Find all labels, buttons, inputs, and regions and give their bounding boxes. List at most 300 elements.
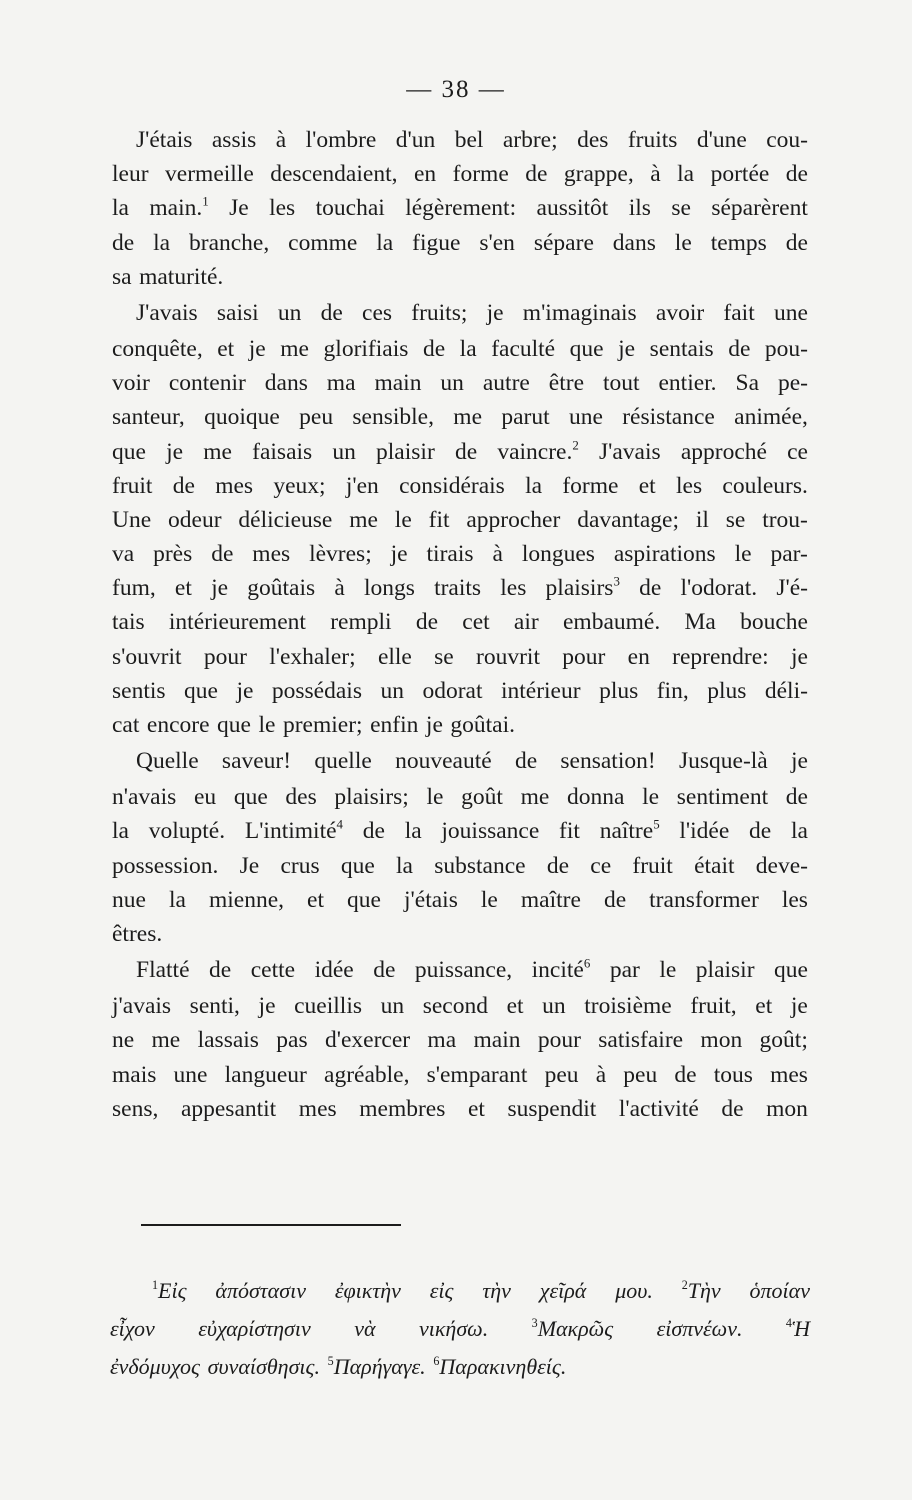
word: et [467, 1095, 485, 1122]
word: aussitôt [536, 195, 609, 222]
word: J'étais [136, 127, 193, 153]
word: embaumé. [562, 609, 661, 636]
word: εἶχον [110, 1316, 155, 1341]
word: autre [482, 370, 530, 397]
word: sentis [112, 677, 166, 704]
word: mon [700, 1027, 743, 1054]
word: odorat [422, 677, 483, 704]
word: s'emparant [426, 1061, 528, 1088]
word: arbre; [502, 127, 558, 153]
word: pour [203, 643, 247, 670]
word: fait [723, 299, 755, 326]
footnote-mark: 4 [336, 816, 343, 832]
word: fruit [112, 472, 153, 499]
word: la [525, 472, 543, 499]
word: encore [146, 712, 210, 738]
word: main [374, 370, 422, 397]
word: que [217, 712, 251, 738]
word: plaisir [695, 957, 755, 984]
word: en [627, 643, 650, 670]
text-line [112, 780, 808, 814]
word: animée, [734, 404, 808, 431]
word: jouissance [441, 818, 540, 845]
word: délicieuse [238, 506, 333, 533]
word: la [376, 229, 394, 256]
word: quelle [314, 748, 372, 775]
text-line [112, 883, 808, 917]
word: je [236, 677, 254, 704]
word: lassais [197, 1027, 259, 1054]
text-line [112, 537, 808, 571]
text-line [112, 708, 808, 742]
word: vaincre.$^2$ [497, 436, 579, 465]
word: saveur! [221, 748, 292, 775]
word: deve- [755, 852, 808, 879]
word: la [168, 886, 186, 913]
word: pe- [777, 370, 808, 397]
word: reprendre: [672, 643, 769, 670]
word: et [174, 575, 192, 602]
word: sa [112, 263, 132, 290]
word: ma [326, 370, 356, 397]
word: pas [276, 1027, 308, 1054]
word: elle [377, 643, 412, 670]
word: assis [211, 127, 257, 153]
word: sentais [649, 335, 714, 362]
word: air [513, 609, 539, 636]
word: une [773, 299, 808, 326]
word: $^2$Τὴν [681, 1277, 721, 1303]
word: quoique [204, 404, 280, 431]
word: être [548, 370, 585, 397]
word: ma [427, 1027, 457, 1054]
word: mienne, [208, 886, 285, 913]
word: μου. [615, 1278, 653, 1303]
word: je [258, 993, 276, 1020]
word: de [525, 161, 548, 188]
word: maturité. [139, 263, 224, 290]
word: glorifiais [323, 335, 409, 362]
text-line [112, 742, 808, 780]
word: dans [264, 370, 308, 397]
word: les [781, 886, 808, 913]
word: des [577, 127, 609, 153]
word: un [332, 438, 356, 465]
word: de [362, 818, 385, 845]
word: je [390, 541, 408, 568]
word: par [609, 957, 640, 984]
word: s'ouvrit [112, 643, 182, 670]
footnote-mark: 1 [152, 1277, 159, 1292]
word: près [153, 541, 193, 568]
word: j'étais [404, 886, 458, 913]
word: bel [454, 127, 484, 153]
footnote-mark: 5 [327, 1353, 334, 1368]
word: forme [562, 472, 619, 499]
word: se [671, 195, 691, 222]
text-line [112, 1092, 808, 1126]
word: j'avais [112, 993, 172, 1020]
word: la [153, 229, 171, 256]
footnote-mark: 4 [785, 1315, 792, 1330]
word: fit [559, 818, 580, 845]
word: fruit, [690, 993, 737, 1020]
word: figue [412, 229, 461, 256]
text-line [112, 260, 808, 294]
word: considérais [399, 472, 505, 499]
word: J'avais [136, 299, 198, 326]
word: de [721, 1095, 744, 1122]
word: maître [520, 886, 581, 913]
word: de [112, 229, 135, 256]
word: de [514, 748, 538, 775]
word: Ma [684, 609, 716, 636]
word: me [520, 784, 550, 811]
word: sensation! [560, 748, 656, 775]
word: la [112, 195, 129, 222]
word: une [568, 404, 603, 431]
text-line [112, 435, 808, 469]
word: possédais [271, 677, 362, 704]
word: la [112, 818, 129, 845]
word: συναίσθησις. [207, 1354, 320, 1379]
word: que [569, 335, 604, 362]
word: τὴν [482, 1278, 511, 1303]
word: la [459, 335, 477, 362]
word: εὐχαρίστησιν [198, 1316, 311, 1341]
word: la [677, 161, 695, 188]
text-line [112, 674, 808, 708]
word: une [173, 1061, 208, 1088]
word: nouveauté [395, 748, 492, 775]
word: me [453, 404, 483, 431]
word: possession. [112, 852, 219, 879]
word: de [320, 299, 343, 326]
word: séparèrent [711, 195, 808, 222]
word: à [650, 161, 661, 188]
word: je [248, 335, 266, 362]
word: χεῖρά [539, 1278, 587, 1303]
word: que [233, 784, 268, 811]
footnote-mark: 2 [681, 1277, 688, 1292]
word: mes [252, 541, 291, 568]
word: naître$^5$ [599, 816, 660, 845]
word: de [454, 438, 478, 465]
word: en [413, 161, 437, 188]
word: J'avais [598, 438, 661, 465]
word: fit [428, 506, 450, 533]
word: le [659, 957, 677, 984]
word: eu [193, 784, 217, 811]
word: j'en [345, 472, 379, 499]
word: J'é- [776, 575, 808, 602]
word: membres [359, 1095, 446, 1122]
word: d'exercer [324, 1027, 411, 1054]
word: suspendit [507, 1095, 597, 1122]
word: fruits; [411, 299, 468, 326]
word: le [394, 506, 412, 533]
word: portée [710, 161, 770, 188]
word: L'intimité$^4$ [244, 816, 343, 845]
word: Flatté [136, 957, 190, 984]
word: fruit [632, 852, 673, 879]
word: yeux; [273, 472, 326, 499]
word: cueillis [294, 993, 362, 1020]
word: de [422, 335, 446, 362]
word: le [426, 784, 444, 811]
word: d'une [696, 127, 747, 153]
word: mes [215, 472, 254, 499]
word: l'odorat. [680, 575, 758, 602]
footnote-mark: 3 [531, 1315, 538, 1330]
word: sensible, [352, 404, 434, 431]
word: cet [462, 609, 490, 636]
word: que [112, 438, 146, 465]
text-line [112, 332, 808, 366]
word: tous [713, 1061, 753, 1088]
word: le [480, 886, 498, 913]
word: le [258, 712, 276, 738]
text-line [112, 503, 808, 537]
word: plaisirs$^3$ [545, 573, 620, 602]
word: mais [112, 1061, 157, 1088]
word: ἀπόστασιν [215, 1278, 306, 1303]
word: et [638, 472, 656, 499]
text-line [112, 989, 808, 1023]
word: main.$^1$ [149, 193, 209, 222]
word: comme [288, 229, 358, 256]
word: et [307, 886, 325, 913]
word: longs [363, 575, 415, 602]
word: de [785, 784, 808, 811]
word: sentiment [676, 784, 769, 811]
word: rouvrit [476, 643, 540, 670]
word: goût [461, 784, 503, 811]
word: goûtais [247, 575, 316, 602]
word: goût; [759, 1027, 808, 1054]
word: tais [112, 609, 145, 636]
word: intérieur [500, 677, 581, 704]
word: faculté [491, 335, 556, 362]
text-line [112, 571, 808, 605]
word: ἐνδόμυχος [110, 1354, 200, 1379]
word: forme [452, 161, 509, 188]
body-text [112, 123, 808, 1126]
word: longues [521, 541, 595, 568]
word: des [285, 784, 317, 811]
word: je [790, 993, 808, 1020]
word: de [639, 575, 662, 602]
word: rempli [330, 609, 392, 636]
word: Je [239, 852, 260, 879]
text-line [112, 469, 808, 503]
word: je [486, 299, 504, 326]
word: il [695, 506, 709, 533]
word: fin, [656, 677, 689, 704]
word: je [618, 335, 636, 362]
word: ils [628, 195, 651, 222]
word: sépare [533, 229, 594, 256]
word: santeur, [112, 404, 185, 431]
word: peu [299, 404, 334, 431]
text-line [112, 400, 808, 434]
word: appesantit [180, 1095, 277, 1122]
text-line [112, 814, 808, 848]
footnote-line [110, 1310, 810, 1348]
footnotes [110, 1272, 810, 1386]
text-line [112, 917, 808, 951]
word: couleurs. [722, 472, 808, 499]
word: à [334, 575, 345, 602]
word: νικήσω. [418, 1316, 489, 1341]
text-line [112, 951, 808, 989]
word: approché [680, 438, 767, 465]
word: aspirations [613, 541, 716, 568]
word: volupté. [148, 818, 226, 845]
word: plaisirs; [334, 784, 409, 811]
text-line [112, 226, 808, 260]
page-number: — 38 — [406, 76, 506, 103]
word: avoir [655, 299, 705, 326]
word: d'un [395, 127, 436, 153]
word: et [755, 993, 773, 1020]
word: langueur [224, 1061, 307, 1088]
word: puissance, [414, 957, 513, 984]
word: $^1$Εἰς [152, 1277, 187, 1303]
word: mes [770, 1061, 808, 1088]
word: ce [787, 438, 808, 465]
footnote-mark: 1 [202, 193, 209, 209]
word: de [211, 541, 234, 568]
word: me [151, 1027, 181, 1054]
word: davantage; [577, 506, 679, 533]
word: dans [612, 229, 656, 256]
word: que [774, 957, 808, 984]
word: enfin [370, 712, 419, 738]
word: sens, [112, 1095, 159, 1122]
word: goûtai. [450, 712, 516, 738]
word: saisi [216, 299, 259, 326]
word: l'activité [618, 1095, 699, 1122]
word: la [404, 818, 422, 845]
word: cou- [766, 127, 808, 153]
word: un [380, 677, 404, 704]
text-line [112, 366, 808, 400]
word: êtres. [112, 920, 163, 947]
word: Jusque-là [678, 748, 768, 775]
word: je [425, 712, 443, 738]
text-line [112, 605, 808, 639]
word: ὁποίαν [749, 1278, 810, 1303]
word: m'imaginais [522, 299, 637, 326]
word: main [473, 1027, 521, 1054]
word: de [749, 818, 772, 845]
word: plus [599, 677, 639, 704]
footnote-line [110, 1348, 810, 1386]
word: déli- [764, 677, 808, 704]
word: la [396, 852, 413, 879]
word: à [492, 541, 503, 568]
word: substance [434, 852, 526, 879]
word: résistance [622, 404, 715, 431]
word: me [203, 438, 232, 465]
word: l'exhaler; [269, 643, 356, 670]
word: leur [112, 161, 149, 188]
word: $^4$Ἡ [785, 1315, 810, 1341]
word: de [546, 852, 570, 879]
word: plaisir [376, 438, 435, 465]
word: que [184, 677, 218, 704]
word: grappe, [563, 161, 634, 188]
word: fum, [112, 575, 156, 602]
word: et [506, 993, 524, 1020]
word: s'en [479, 229, 515, 256]
word: ne [112, 1027, 135, 1054]
word: faisais [252, 438, 313, 465]
word: crus [280, 852, 320, 879]
word: va [112, 541, 135, 568]
word: nue [112, 886, 146, 913]
word: εἰς [429, 1278, 454, 1303]
word: $^5$Παρήγαγε. [327, 1353, 426, 1379]
text-line [112, 191, 808, 225]
word: se [434, 643, 454, 670]
text-line [112, 157, 808, 191]
word: de [785, 161, 808, 188]
word: ce [590, 852, 612, 879]
word: je [791, 748, 808, 775]
word: premier; [282, 712, 363, 738]
word: je [166, 438, 184, 465]
word: pour [562, 643, 606, 670]
word: ces [362, 299, 393, 326]
word: les [500, 575, 527, 602]
word: transformer [649, 886, 759, 913]
word: $^3$Μακρῶς [531, 1315, 614, 1341]
word: ἐφικτὴν [334, 1278, 401, 1303]
word: $^6$Παρακινηθείς. [433, 1353, 567, 1379]
word: les [269, 195, 296, 222]
word: bouche [740, 609, 808, 636]
word: le [734, 541, 752, 568]
word: approcher [466, 506, 561, 533]
footnote-mark: 2 [572, 436, 579, 452]
word: mon [766, 1095, 808, 1122]
word: Une [112, 506, 152, 533]
word: et [217, 335, 235, 362]
word: me [349, 506, 378, 533]
word: touchai [315, 195, 385, 222]
footnote-mark: 5 [653, 816, 660, 832]
word: pour [537, 1027, 581, 1054]
word: νὰ [354, 1316, 376, 1341]
word: tout [602, 370, 640, 397]
word: odeur [168, 506, 222, 533]
word: Quelle [136, 748, 199, 775]
footnote-mark: 6 [433, 1353, 440, 1368]
word: cat [112, 712, 140, 738]
word: de [728, 335, 751, 362]
word: vermeille [165, 161, 254, 188]
word: à [275, 127, 287, 153]
word: le [674, 229, 692, 256]
word: peu [623, 1061, 658, 1088]
word: εἰσπνέων. [656, 1316, 743, 1341]
word: plus [707, 677, 747, 704]
word: peu [544, 1061, 579, 1088]
word: de [373, 957, 396, 984]
word: second [422, 993, 488, 1020]
